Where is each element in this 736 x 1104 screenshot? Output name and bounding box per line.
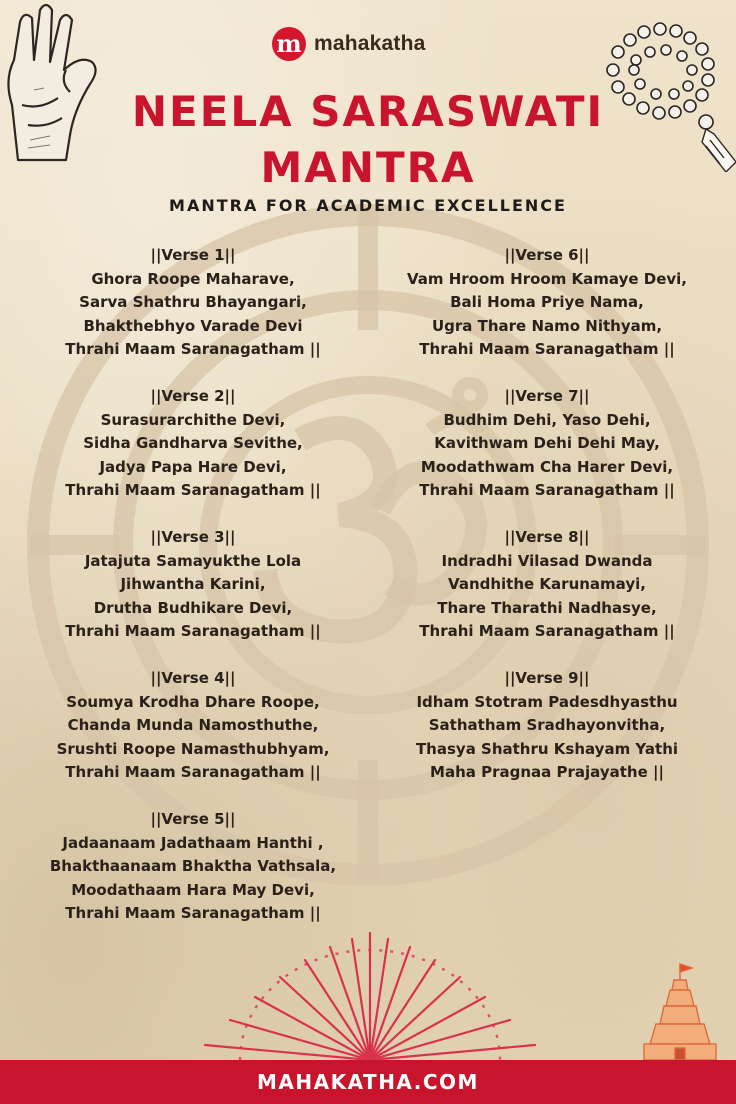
verse-line: Moodathwam Cha Harer Devi,	[420, 457, 674, 476]
verse-line: Ghora Roope Maharave,	[91, 269, 295, 288]
verse-header: ||Verse 2||	[150, 387, 236, 405]
verse-line: Surasurarchithe Devi,	[100, 410, 286, 429]
verse-line: Thrahi Maam Saranagatham ||	[65, 340, 321, 358]
verse-3	[23, 526, 363, 644]
verse-header: ||Verse 3||	[150, 528, 236, 546]
temple-icon	[640, 962, 720, 1060]
verse-line: Soumya Krodha Dhare Roope,	[66, 692, 320, 711]
verse-line: Srushti Roope Namasthubhyam,	[56, 739, 330, 758]
verse-line: Thrahi Maam Saranagatham ||	[65, 481, 321, 499]
verse-line: Jihwantha Karini,	[120, 575, 266, 593]
page-subtitle: MANTRA FOR ACADEMIC EXCELLENCE	[169, 196, 567, 215]
footer-bar	[0, 1060, 736, 1104]
verse-header: ||Verse 7||	[504, 387, 590, 405]
verse-line: Bhakthebhyo Varade Devi	[83, 316, 303, 335]
verse-line: Thrahi Maam Saranagatham ||	[419, 481, 675, 499]
verse-header: ||Verse 1||	[150, 246, 236, 264]
verse-header: ||Verse 8||	[504, 528, 590, 546]
verse-line: Idham Stotram Padesdhyasthu	[416, 692, 678, 711]
verse-line: Bhakthaanaam Bhaktha Vathsala,	[49, 857, 337, 875]
footer-website-link[interactable]: MAHAKATHA.COM	[257, 1070, 479, 1094]
verse-line: Jadaanaam Jadathaam Hanthi ,	[62, 833, 324, 852]
verse-line: Thare Tharathi Nadhasye,	[437, 598, 657, 617]
sun-rays-icon	[180, 925, 560, 1060]
verse-line: Jadya Papa Hare Devi,	[99, 457, 287, 476]
verse-line: Thrahi Maam Saranagatham ||	[419, 622, 675, 640]
verse-line: Sarva Shathru Bhayangari,	[79, 293, 307, 311]
verse-line: Maha Pragnaa Prajayathe ||	[430, 763, 664, 781]
verse-9	[377, 667, 717, 785]
verse-header: ||Verse 5||	[150, 810, 236, 828]
logo-mark-icon: m	[272, 27, 306, 61]
verse-line: Sidha Gandharva Sevithe,	[83, 434, 303, 452]
verse-line: Thrahi Maam Saranagatham ||	[65, 904, 321, 922]
verse-line: Jatajuta Samayukthe Lola	[84, 551, 302, 570]
verse-header: ||Verse 9||	[504, 669, 590, 687]
verse-line: Indradhi Vilasad Dwanda	[441, 551, 653, 570]
verse-line: Thrahi Maam Saranagatham ||	[65, 763, 321, 781]
verse-line: Vam Hroom Hroom Kamaye Devi,	[406, 269, 688, 288]
verse-1	[23, 244, 363, 362]
page-title-line1: NEELA SARASWATI	[131, 87, 605, 136]
verse-line: Thasya Shathru Kshayam Yathi	[415, 739, 679, 758]
verse-line: Bali Homa Priye Nama,	[450, 293, 644, 311]
verse-8	[377, 526, 717, 644]
verse-header: ||Verse 4||	[150, 669, 236, 687]
brand-logo[interactable]	[272, 26, 426, 62]
verse-5	[23, 808, 363, 926]
verse-line: Thrahi Maam Saranagatham ||	[419, 340, 675, 358]
verse-6	[377, 244, 717, 362]
verse-line: Moodathaam Hara May Devi,	[71, 880, 315, 899]
verse-line: Drutha Budhikare Devi,	[93, 598, 293, 617]
verse-header: ||Verse 6||	[504, 246, 590, 264]
verse-4	[23, 667, 363, 785]
verse-2	[23, 385, 363, 503]
verse-line: Vandhithe Karunamayi,	[448, 575, 646, 593]
brand-name: mahakatha	[314, 32, 426, 55]
verse-7	[377, 385, 717, 503]
verse-line: Ugra Thare Namo Nithyam,	[431, 316, 663, 335]
verse-line: Chanda Munda Namosthuthe,	[67, 716, 319, 734]
page-title-line2: MANTRA	[260, 143, 476, 192]
verse-line: Budhim Dehi, Yaso Dehi,	[443, 410, 651, 429]
verse-line: Thrahi Maam Saranagatham ||	[65, 622, 321, 640]
verse-line: Kavithwam Dehi Dehi May,	[434, 434, 660, 452]
verse-line: Sathatham Sradhayonvitha,	[428, 716, 666, 734]
